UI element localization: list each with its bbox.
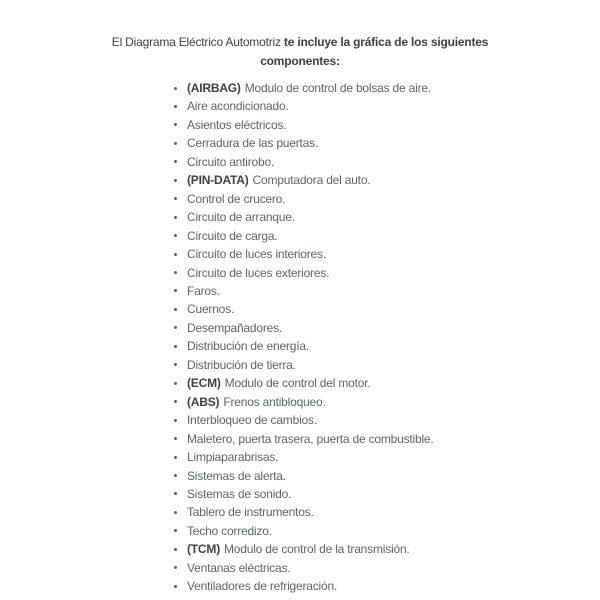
- list-item: [187, 448, 600, 466]
- bullet-icon: [174, 308, 177, 311]
- bullet-icon: [174, 474, 177, 477]
- bullet-icon: [174, 437, 177, 440]
- bullet-icon: [174, 289, 177, 292]
- bullet-icon: [174, 566, 177, 569]
- bullet-icon: [174, 253, 177, 256]
- list-item: [187, 264, 600, 282]
- item-text: Circuito de carga.: [187, 228, 278, 243]
- item-text: Interbloqueo de cambios.: [187, 413, 317, 428]
- item-text: Aire acondicionado.: [187, 99, 289, 114]
- bullet-icon: [174, 179, 177, 182]
- page-title: [85, 33, 515, 70]
- list-item: [187, 485, 600, 503]
- list-item: [187, 467, 600, 485]
- bullet-icon: [174, 197, 177, 200]
- item-text: Asientos eléctricos.: [187, 117, 287, 132]
- list-item: [187, 337, 600, 355]
- item-text: Computadora del auto.: [252, 173, 371, 188]
- bullet-icon: [174, 216, 177, 219]
- bullet-icon: [174, 456, 177, 459]
- list-item: [187, 522, 600, 540]
- list-item: [187, 134, 600, 152]
- item-keyword: (PIN-DATA): [187, 173, 249, 188]
- bullet-icon: [174, 87, 177, 90]
- document-page: [0, 33, 600, 600]
- list-item: [187, 171, 600, 189]
- bullet-icon: [174, 142, 177, 145]
- bullet-icon: [174, 382, 177, 385]
- bullet-icon: [174, 123, 177, 126]
- item-text: Techo corredizo.: [187, 523, 272, 538]
- bullet-icon: [174, 419, 177, 422]
- bullet-icon: [174, 492, 177, 495]
- bullet-icon: [174, 548, 177, 551]
- list-item: [187, 300, 600, 318]
- list-item: [187, 540, 600, 558]
- list-item: [187, 116, 600, 134]
- item-text: Modulo de control de la transmisión.: [224, 542, 410, 557]
- list-item: [187, 374, 600, 392]
- list-item: [187, 411, 600, 429]
- bullet-icon: [174, 400, 177, 403]
- bullet-icon: [174, 511, 177, 514]
- item-text: Distribución de energía.: [187, 339, 309, 354]
- title-regular-part: El Diagrama Eléctrico Automotriz: [111, 35, 284, 49]
- item-text: Sistemas de alerta.: [187, 468, 286, 483]
- item-text: Circuito de luces interiores.: [187, 247, 326, 262]
- item-text: Modulo de control de bolsas de aire.: [244, 81, 431, 95]
- item-text: Tablero de instrumentos.: [187, 505, 314, 520]
- item-text: Modulo de control del motor.: [224, 376, 371, 391]
- item-text: Limpiaparabrisas.: [187, 450, 279, 465]
- list-item: [187, 356, 600, 374]
- bullet-icon: [174, 345, 177, 348]
- title-bold-part: te incluye la gráfica de los siguientes componentes:: [260, 35, 489, 68]
- item-text: Control de crucero.: [187, 191, 286, 206]
- components-list: [0, 79, 600, 596]
- item-text: Maletero, puerta trasera, puerta de combustible.: [187, 431, 434, 446]
- item-text: Ventanas eléctricas.: [187, 560, 291, 575]
- bullet-icon: [174, 585, 177, 588]
- item-text: Circuito antirobo.: [187, 154, 275, 169]
- bullet-icon: [174, 529, 177, 532]
- item-text: Distribución de tierra.: [187, 357, 296, 372]
- item-keyword: (AIRBAG): [187, 81, 241, 95]
- item-text: Desempañadores.: [187, 320, 283, 335]
- bullet-icon: [174, 160, 177, 163]
- list-item: [187, 430, 600, 448]
- bullet-icon: [174, 271, 177, 274]
- item-text: Sistemas de sonido.: [187, 486, 292, 501]
- list-item: [187, 208, 600, 226]
- item-text: Ventiladores de refrigeración.: [187, 579, 338, 594]
- list-item: [187, 97, 600, 115]
- list-item: [187, 319, 600, 337]
- item-keyword: (ABS): [187, 394, 220, 409]
- item-text: Circuito de arranque.: [187, 210, 295, 225]
- bullet-icon: [174, 234, 177, 237]
- list-item: [187, 577, 600, 595]
- list-item: [187, 393, 600, 411]
- item-text: Cuernos.: [187, 302, 235, 317]
- item-text: Circuito de luces exteriores.: [187, 265, 330, 280]
- bullet-icon: [174, 326, 177, 329]
- item-text: Frenos antibloqueo.: [223, 394, 326, 409]
- item-keyword: (TCM): [187, 542, 220, 557]
- bullet-icon: [174, 105, 177, 108]
- item-keyword: (ECM): [187, 376, 221, 391]
- list-item: [187, 503, 600, 521]
- item-text: Cerradura de las puertas.: [187, 136, 319, 151]
- list-item: [187, 245, 600, 263]
- list-item: [187, 153, 600, 171]
- list-item: [187, 190, 600, 208]
- bullet-icon: [174, 363, 177, 366]
- item-text: Faros.: [187, 283, 220, 298]
- list-item: [187, 227, 600, 245]
- list-item: [187, 79, 600, 97]
- list-item: [187, 282, 600, 300]
- list-item: [187, 559, 600, 577]
